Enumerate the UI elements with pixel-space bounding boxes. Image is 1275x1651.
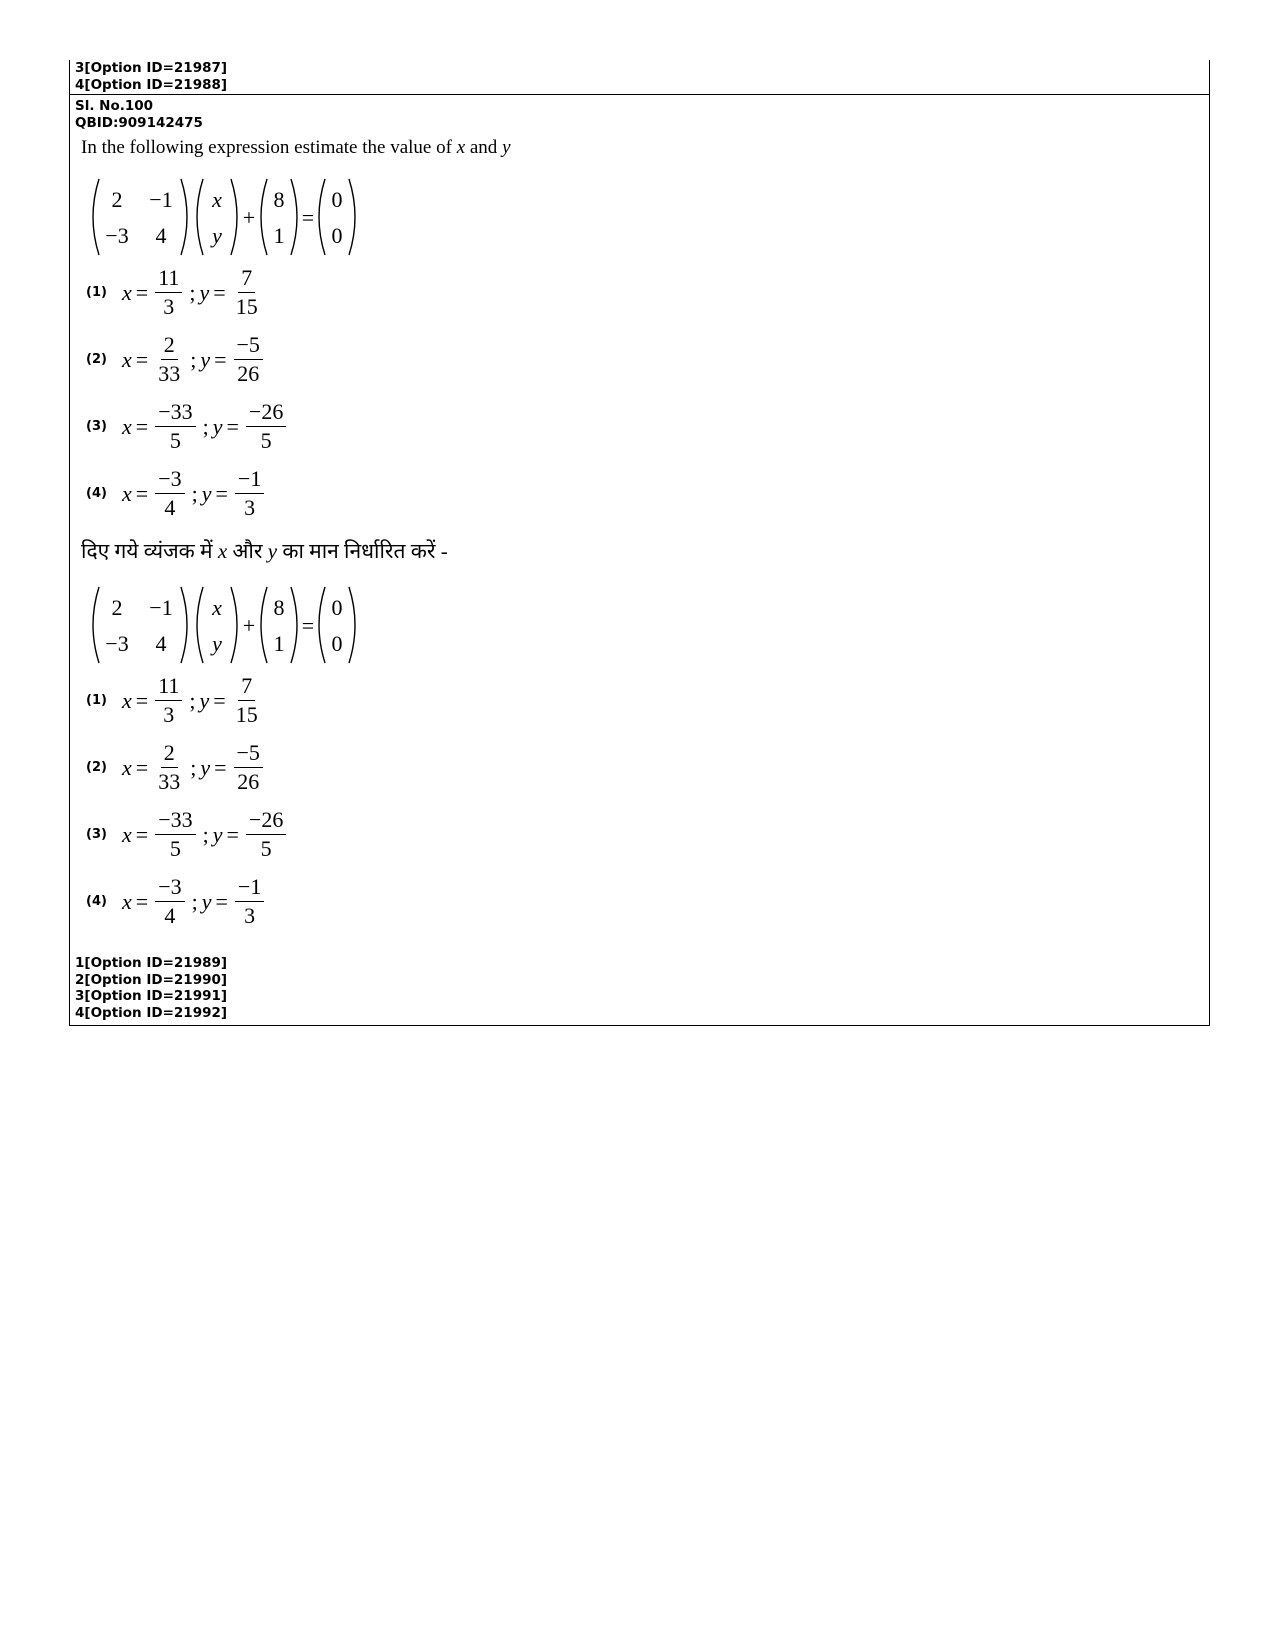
qbid: QBID:909142475 — [75, 114, 203, 131]
x-numerator: 11 — [155, 266, 182, 293]
fraction-y — [235, 467, 264, 520]
option-equals: = — [135, 888, 149, 914]
option-equals: = — [226, 413, 239, 439]
option-var-y: y — [201, 888, 212, 914]
question-stem-english — [81, 137, 1205, 163]
option-separator: ; — [191, 888, 198, 914]
fraction-y — [234, 741, 263, 794]
y-denominator: 15 — [235, 702, 258, 727]
x-denominator: 4 — [164, 495, 176, 520]
fraction-x — [155, 741, 183, 794]
option-equals: = — [135, 279, 149, 305]
x-numerator: −3 — [155, 467, 184, 494]
y-numerator: −1 — [235, 875, 264, 902]
option-number: (4) — [86, 894, 107, 909]
option-equals: = — [226, 821, 239, 847]
matrix-a21: −3 — [105, 631, 129, 656]
vector-x: x — [212, 595, 222, 620]
fraction-y — [235, 875, 264, 928]
option-id-line: 4[Option ID=21988] — [75, 76, 228, 93]
option-var-x: x — [122, 279, 132, 305]
matrix-equation-svg — [89, 175, 369, 259]
option-var-y: y — [212, 821, 223, 847]
matrix-a11: 2 — [111, 595, 123, 620]
option-var-x: x — [122, 754, 132, 780]
option-number: (2) — [86, 352, 107, 367]
y-denominator: 5 — [260, 428, 272, 453]
matrix-a22: 4 — [155, 223, 167, 248]
y-denominator: 26 — [237, 769, 260, 794]
option-var-x: x — [122, 687, 132, 713]
option-separator: ; — [189, 279, 196, 305]
option-4[interactable] — [86, 460, 1205, 527]
y-denominator: 15 — [235, 294, 258, 319]
option-3[interactable] — [86, 393, 1205, 460]
equals-sign: = — [301, 205, 315, 230]
x-denominator: 5 — [169, 836, 181, 861]
fraction-x — [155, 875, 184, 928]
stem-var-y: y — [267, 539, 278, 563]
x-denominator: 3 — [163, 294, 175, 319]
matrix-a22: 4 — [155, 631, 167, 656]
vector-r2: 0 — [331, 631, 343, 656]
option-number: (2) — [86, 760, 107, 775]
vector-y: y — [212, 223, 222, 248]
option-id-line: 4[Option ID=21992] — [75, 1004, 228, 1021]
stem-text: In the following expression estimate the value of — [81, 137, 457, 158]
option-id-list — [75, 955, 1205, 1021]
option-number: (1) — [86, 285, 107, 300]
option-equals: = — [215, 888, 228, 914]
question-sheet — [69, 60, 1210, 1026]
x-denominator: 4 — [164, 903, 176, 928]
matrix-a21: −3 — [105, 223, 129, 248]
matrix-equation-hindi — [89, 583, 1205, 667]
vector-r1: 0 — [331, 187, 343, 212]
option-separator: ; — [190, 346, 197, 372]
option-number: (4) — [86, 486, 107, 501]
equals-sign: = — [301, 613, 315, 638]
option-var-x: x — [122, 480, 132, 506]
option-id-line: 2[Option ID=21990] — [75, 971, 228, 988]
option-equals: = — [213, 279, 226, 305]
option-var-y: y — [200, 346, 211, 372]
x-denominator: 33 — [158, 361, 181, 386]
x-numerator: −33 — [155, 400, 195, 427]
y-numerator: −26 — [246, 808, 286, 835]
y-numerator: 7 — [238, 674, 255, 701]
option-4[interactable] — [86, 868, 1205, 935]
fraction-y — [246, 400, 286, 453]
fraction-y — [233, 674, 261, 727]
option-equals: = — [214, 346, 227, 372]
matrix-a12: −1 — [149, 595, 173, 620]
fraction-x — [155, 674, 182, 727]
x-numerator: 2 — [161, 333, 178, 360]
stem-text: और — [227, 539, 268, 563]
options-list-hindi — [75, 667, 1205, 935]
option-separator: ; — [191, 480, 198, 506]
stem-text: का मान निर्धारित करें - — [277, 539, 448, 563]
fraction-x — [155, 333, 183, 386]
vector-r1: 0 — [331, 595, 343, 620]
option-number: (3) — [86, 827, 107, 842]
x-numerator: 2 — [161, 741, 178, 768]
option-2[interactable] — [86, 326, 1205, 393]
y-numerator: −5 — [234, 741, 263, 768]
matrix-equation-svg — [89, 583, 369, 667]
vector-r2: 0 — [331, 223, 343, 248]
plus-sign: + — [242, 205, 256, 230]
matrix-equation — [89, 175, 1205, 259]
y-denominator: 26 — [237, 361, 260, 386]
matrix-a12: −1 — [149, 187, 173, 212]
fraction-y — [246, 808, 286, 861]
option-1[interactable] — [86, 667, 1205, 734]
vector-x: x — [212, 187, 222, 212]
y-denominator: 3 — [244, 903, 256, 928]
option-var-y: y — [199, 279, 210, 305]
option-2[interactable] — [86, 734, 1205, 801]
stem-var-x: x — [217, 539, 228, 563]
x-numerator: 11 — [155, 674, 182, 701]
option-number: (3) — [86, 419, 107, 434]
stem-var-x: x — [456, 137, 466, 158]
option-equals: = — [135, 821, 149, 847]
stem-text: and — [465, 137, 503, 158]
x-denominator: 33 — [158, 769, 181, 794]
option-equals: = — [135, 480, 149, 506]
x-denominator: 3 — [163, 702, 175, 727]
y-denominator: 5 — [260, 836, 272, 861]
vector-b1: 8 — [273, 187, 285, 212]
option-id-line: 3[Option ID=21987] — [75, 60, 228, 76]
fraction-x — [155, 400, 195, 453]
question-stem-hindi — [81, 537, 1205, 571]
option-equals: = — [135, 754, 149, 780]
option-id-line: 1[Option ID=21989] — [75, 955, 228, 971]
y-numerator: −1 — [235, 467, 264, 494]
option-id-line: 3[Option ID=21991] — [75, 988, 228, 1004]
option-1[interactable] — [86, 259, 1205, 326]
option-separator: ; — [190, 754, 197, 780]
fraction-y — [234, 333, 263, 386]
option-separator: ; — [202, 413, 209, 439]
x-denominator: 5 — [169, 428, 181, 453]
option-var-y: y — [201, 480, 212, 506]
option-var-x: x — [122, 346, 132, 372]
option-separator: ; — [202, 821, 209, 847]
plus-sign: + — [242, 613, 256, 638]
x-numerator: −3 — [155, 875, 184, 902]
stem-text: दिए गये व्यंजक में — [81, 539, 218, 563]
options-list-english — [75, 259, 1205, 527]
y-denominator: 3 — [244, 495, 256, 520]
fraction-y — [233, 266, 261, 319]
option-3[interactable] — [86, 801, 1205, 868]
option-var-y: y — [200, 754, 211, 780]
fraction-x — [155, 467, 184, 520]
y-numerator: 7 — [238, 266, 255, 293]
option-equals: = — [215, 480, 228, 506]
vector-b2: 1 — [273, 631, 285, 656]
fraction-x — [155, 808, 195, 861]
option-equals: = — [135, 413, 149, 439]
x-numerator: −33 — [155, 808, 195, 835]
matrix-a11: 2 — [111, 187, 123, 212]
fraction-x — [155, 266, 182, 319]
vector-y: y — [212, 631, 222, 656]
previous-question-option-ids — [69, 60, 1210, 95]
option-var-x: x — [122, 821, 132, 847]
option-equals: = — [135, 687, 149, 713]
option-var-x: x — [122, 888, 132, 914]
stem-var-y: y — [502, 137, 511, 158]
option-equals: = — [135, 346, 149, 372]
option-separator: ; — [189, 687, 196, 713]
option-var-y: y — [199, 687, 210, 713]
option-var-x: x — [122, 413, 132, 439]
serial-number: Sl. No.100 — [75, 98, 154, 114]
y-numerator: −26 — [246, 400, 286, 427]
option-number: (1) — [86, 693, 107, 708]
option-equals: = — [213, 687, 226, 713]
y-numerator: −5 — [234, 333, 263, 360]
vector-b1: 8 — [273, 595, 285, 620]
vector-b2: 1 — [273, 223, 285, 248]
option-equals: = — [214, 754, 227, 780]
question-block — [69, 95, 1210, 1026]
option-var-y: y — [212, 413, 223, 439]
